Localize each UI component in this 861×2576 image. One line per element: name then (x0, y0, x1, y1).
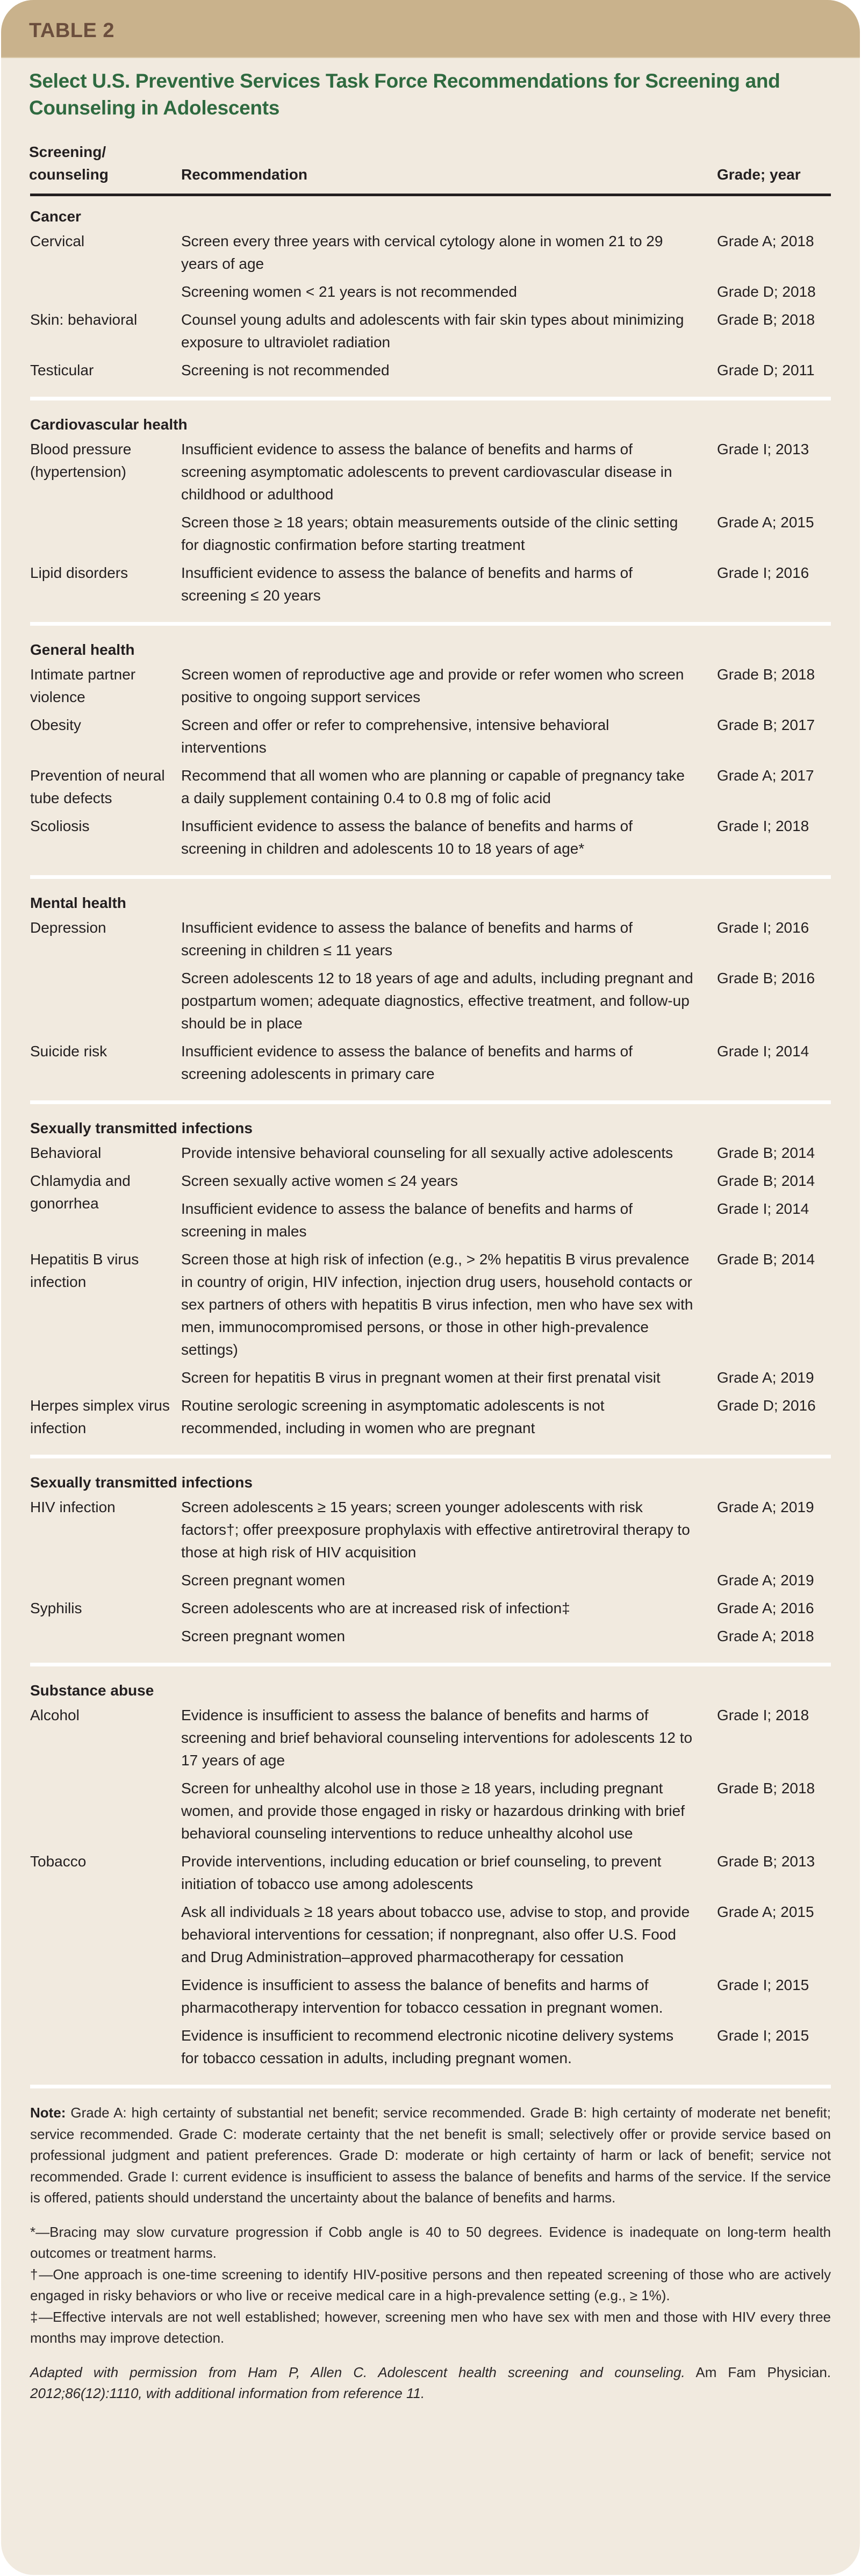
recommendation-text: Evidence is insufficient to assess the balance of benefits and harms of pharmacotherapy intervention for tobacco cessation in pregnant women. (181, 1977, 663, 2016)
recommendation-list (181, 714, 831, 759)
recommendation-list (181, 359, 831, 382)
section-title: Mental health (30, 895, 126, 911)
recommendation-text: Screen those ≥ 18 years; obtain measurements outside of the clinic setting for diagnostic confirmation before starting treatment (181, 514, 678, 553)
recommendation-item (181, 1850, 831, 1895)
recommendation-list (181, 663, 831, 709)
table-row (30, 230, 831, 303)
screening-topic: Scoliosis (30, 818, 90, 834)
recommendation-text: Routine serologic screening in asymptomatic adolescents is not recommended, including in women who are pregnant (181, 1397, 605, 1436)
recommendation-list (181, 230, 831, 303)
section-title: Substance abuse (30, 1682, 154, 1699)
table-row (30, 562, 831, 607)
recommendation-text: Provide interventions, including education or brief counseling, to prevent initiation of tobacco use among adolescents (181, 1853, 662, 1892)
recommendation-text: Screen sexually active women ≤ 24 years (181, 1172, 458, 1189)
table-panel (1, 0, 860, 2575)
recommendation-text: Screen adolescents ≥ 15 years; screen younger adolescents with risk factors†; offer preexposure prophylaxis with effective antiretroviral therapy to those at high risk of HIV acquisition (181, 1499, 690, 1561)
recommendation-item (181, 1901, 831, 1969)
table-row (30, 663, 831, 709)
screening-topic: Intimate partner violence (30, 666, 136, 705)
screening-topic: Obesity (30, 717, 81, 733)
recommendation-text: Insufficient evidence to assess the balance of benefits and harms of screening in males (181, 1200, 633, 1240)
section-title: Sexually transmitted infections (30, 1120, 253, 1136)
recommendation-item (181, 1198, 831, 1243)
recommendation-item (181, 1974, 831, 2019)
recommendation-list (181, 764, 831, 810)
recommendation-list (181, 562, 831, 607)
grade-year: Grade A; 2019 (717, 1572, 814, 1588)
recommendation-item (181, 917, 831, 962)
recommendation-item (181, 1569, 831, 1592)
recommendation-text: Screen adolescents 12 to 18 years of age and adults, including pregnant and postpartum women; adequate diagnostics, effective treatment, and follow-up should be in place (181, 970, 693, 1032)
table-row (30, 1170, 831, 1243)
table-section (30, 638, 831, 871)
recommendation-item (181, 663, 831, 709)
recommendation-text: Screening women < 21 years is not recommended (181, 283, 517, 300)
grade-year: Grade D; 2018 (717, 283, 816, 300)
footnote-dagger: †—One approach is one-time screening to identify HIV-positive persons and then repeated screening of those who are actively engaged in risky behaviors or who live or receive medical care in a high-prevalence setting (e.g., ≥ 1%). (30, 2266, 831, 2303)
screening-topic: Lipid disorders (30, 564, 128, 581)
screening-topic: Skin: behavioral (30, 311, 138, 328)
section-divider (30, 1100, 831, 1104)
column-header-grade: Grade; year (717, 166, 801, 183)
section-divider (30, 1663, 831, 1666)
grade-year: Grade I; 2013 (717, 441, 809, 457)
note-label: Note: (30, 2105, 66, 2121)
recommendation-list (181, 1142, 831, 1164)
recommendation-item (181, 1366, 831, 1389)
screening-topic: Herpes simplex virus infection (30, 1397, 170, 1436)
grade-year: Grade A; 2018 (717, 1628, 814, 1644)
grade-year: Grade B; 2018 (717, 1780, 815, 1797)
recommendation-text: Screen pregnant women (181, 1628, 346, 1644)
grade-year: Grade B; 2018 (717, 666, 815, 683)
recommendation-list (181, 1170, 831, 1243)
screening-topic: Tobacco (30, 1853, 87, 1870)
recommendation-item (181, 1496, 831, 1564)
recommendation-text: Screening is not recommended (181, 362, 390, 378)
recommendation-item (181, 1142, 831, 1164)
note-text: Grade A: high certainty of substantial net benefit; service recommended. Grade B: high certainty of moderate net benefit; service recommended. Grade C: moderate certainty that the net benefit is small; selectively offer or provide service based on professional judgment and patient preferences. Grade D: moderate or high certainty of harm or lack of benefit; service not recommended. Grade I: current evidence is insufficient to assess the balance of benefits and harms of the service. If the service is offered, patients should understand the uncertainty about the balance of benefits and harms. (30, 2105, 831, 2206)
screening-topic: Prevention of neural tube defects (30, 767, 165, 806)
source-italic-2: 2012;86(12):1110, with additional information from reference 11. (30, 2385, 425, 2401)
recommendation-list (181, 1704, 831, 1845)
table-row (30, 438, 831, 556)
grade-year: Grade A; 2019 (717, 1369, 814, 1386)
recommendation-item (181, 764, 831, 810)
screening-topic: Suicide risk (30, 1043, 107, 1060)
grade-year: Grade A; 2015 (717, 1904, 814, 1920)
grade-year: Grade D; 2011 (717, 362, 815, 378)
recommendation-list (181, 309, 831, 354)
table-section (30, 204, 831, 392)
recommendation-item (181, 281, 831, 303)
grade-year: Grade B; 2018 (717, 311, 815, 328)
grade-year: Grade B; 2014 (717, 1144, 815, 1161)
recommendation-text: Screen every three years with cervical cytology alone in women 21 to 29 years of age (181, 233, 663, 272)
table-section (30, 1678, 831, 2080)
grade-year: Grade B; 2014 (717, 1172, 815, 1189)
recommendation-text: Ask all individuals ≥ 18 years about tobacco use, advise to stop, and provide behavioral interventions for cessation; if nonpregnant, also offer U.S. Food and Drug Administration–approved pharmacotherapy for cessation (181, 1904, 690, 1965)
recommendation-item (181, 230, 831, 275)
screening-topic: Hepatitis B virus infection (30, 1251, 139, 1290)
section-title: Cardiovascular health (30, 416, 188, 433)
recommendation-item (181, 562, 831, 607)
screening-topic: Cervical (30, 233, 85, 249)
grade-year: Grade I; 2016 (717, 564, 809, 581)
section-divider (30, 2085, 831, 2088)
recommendation-text: Insufficient evidence to assess the balance of benefits and harms of screening adolescents in primary care (181, 1043, 633, 1082)
column-headers (29, 141, 831, 192)
recommendation-item (181, 1040, 831, 1085)
recommendation-item (181, 1248, 831, 1361)
grade-year: Grade I; 2018 (717, 1707, 809, 1723)
screening-topic: Alcohol (30, 1707, 80, 1723)
screening-topic: Chlamydia and gonorrhea (30, 1172, 131, 1212)
source-italic: Adapted with permission from Ham P, Allen C. Adolescent health screening and counseling. (30, 2364, 685, 2380)
screening-topic: Depression (30, 919, 106, 936)
recommendation-list (181, 1597, 831, 1648)
table-section (30, 891, 831, 1096)
table-row (30, 1597, 831, 1648)
recommendation-list (181, 1496, 831, 1592)
table-row (30, 815, 831, 860)
section-divider (30, 622, 831, 626)
section-title: Sexually transmitted infections (30, 1474, 253, 1491)
grade-year: Grade B; 2014 (717, 1251, 815, 1268)
section-title: General health (30, 641, 135, 658)
grade-year: Grade I; 2014 (717, 1200, 809, 1217)
recommendation-item (181, 1704, 831, 1772)
recommendation-text: Recommend that all women who are planning or capable of pregnancy take a daily supplement containing 0.4 to 0.8 mg of folic acid (181, 767, 685, 806)
recommendation-list (181, 1248, 831, 1389)
recommendation-text: Screen and offer or refer to comprehensive, intensive behavioral interventions (181, 717, 609, 756)
recommendation-item (181, 815, 831, 860)
grade-year: Grade I; 2018 (717, 818, 809, 834)
table-row (30, 764, 831, 810)
recommendation-text: Provide intensive behavioral counseling for all sexually active adolescents (181, 1144, 673, 1161)
recommendation-text: Screen women of reproductive age and provide or refer women who screen positive to ongoing support services (181, 666, 684, 705)
recommendation-text: Screen for hepatitis B virus in pregnant women at their first prenatal visit (181, 1369, 661, 1386)
grade-definitions-note (30, 2102, 831, 2209)
recommendation-text: Insufficient evidence to assess the balance of benefits and harms of screening in children and adolescents 10 to 18 years of age* (181, 818, 633, 857)
recommendation-item (181, 511, 831, 556)
recommendation-item (181, 1394, 831, 1440)
grade-year: Grade A; 2017 (717, 767, 814, 784)
recommendation-list (181, 815, 831, 860)
grade-year: Grade D; 2016 (717, 1397, 816, 1414)
table-title: Select U.S. Preventive Services Task Force Recommendations for Screening and Counseling in Adolescents (29, 70, 780, 119)
recommendation-item (181, 359, 831, 382)
table-section (30, 1470, 831, 1658)
section-divider (30, 875, 831, 879)
table-label-band (1, 0, 860, 58)
recommendation-item (181, 1777, 831, 1845)
screening-topic: Behavioral (30, 1144, 102, 1161)
table-row (30, 1850, 831, 2070)
section-title: Cancer (30, 208, 81, 225)
table-row (30, 309, 831, 354)
recommendation-list (181, 917, 831, 1035)
grade-year: Grade I; 2015 (717, 1977, 809, 1993)
recommendation-item (181, 967, 831, 1035)
column-header-recommendation: Recommendation (181, 166, 307, 183)
header-rule (30, 194, 831, 196)
footnote-double-dagger: ‡—Effective intervals are not well established; however, screening men who have sex with men and those with HIV every three months may improve detection. (30, 2308, 831, 2346)
screening-topic: Syphilis (30, 1600, 82, 1616)
grade-year: Grade A; 2019 (717, 1499, 814, 1515)
grade-year: Grade I; 2016 (717, 919, 809, 936)
section-divider (30, 397, 831, 400)
grade-year: Grade I; 2014 (717, 1043, 809, 1060)
table-body (30, 204, 831, 2100)
table-row (30, 1248, 831, 1389)
table-notes (30, 2102, 831, 2417)
recommendation-text: Insufficient evidence to assess the balance of benefits and harms of screening in children ≤ 11 years (181, 919, 633, 958)
recommendation-list (181, 1850, 831, 2070)
table-section (30, 1116, 831, 1450)
grade-year: Grade B; 2013 (717, 1853, 815, 1870)
recommendation-item (181, 1170, 831, 1192)
screening-topic: Testicular (30, 362, 94, 378)
recommendation-text: Insufficient evidence to assess the balance of benefits and harms of screening asymptomatic adolescents to prevent cardiovascular disease in childhood or adulthood (181, 441, 672, 503)
recommendation-list (181, 1040, 831, 1085)
recommendation-list (181, 438, 831, 556)
footnote-asterisk: *—Bracing may slow curvature progression if Cobb angle is 40 to 50 degrees. Evidence is inadequate on long-term health outcomes or treatment harms. (30, 2223, 831, 2261)
recommendation-text: Screen pregnant women (181, 1572, 346, 1588)
recommendation-text: Screen for unhealthy alcohol use in those ≥ 18 years, including pregnant women, and provide those engaged in risky or hazardous drinking with brief behavioral counseling interventions to reduce unhealthy alcohol use (181, 1780, 685, 1842)
table-row (30, 1394, 831, 1440)
grade-year: Grade A; 2015 (717, 514, 814, 531)
table-row (30, 1704, 831, 1845)
grade-year: Grade A; 2016 (717, 1600, 814, 1616)
table-row (30, 714, 831, 759)
table-row (30, 1142, 831, 1164)
column-header-screening: Screening/ counseling (29, 144, 109, 183)
table-row (30, 917, 831, 1035)
grade-year: Grade A; 2018 (717, 233, 814, 249)
grade-year: Grade B; 2016 (717, 970, 815, 986)
recommendation-text: Evidence is insufficient to recommend electronic nicotine delivery systems for tobacco cessation in adults, including pregnant women. (181, 2027, 674, 2066)
recommendation-list (181, 1394, 831, 1440)
table-section (30, 412, 831, 618)
recommendation-item (181, 309, 831, 354)
source-journal: Am Fam Physician. (685, 2364, 831, 2380)
screening-topic: HIV infection (30, 1499, 116, 1515)
table-row (30, 359, 831, 382)
recommendation-text: Insufficient evidence to assess the balance of benefits and harms of screening ≤ 20 years (181, 564, 633, 604)
recommendation-text: Screen adolescents who are at increased risk of infection‡ (181, 1600, 570, 1616)
source-citation (30, 2362, 831, 2405)
table-row (30, 1496, 831, 1592)
recommendation-item (181, 1597, 831, 1620)
recommendation-item (181, 438, 831, 506)
recommendation-item (181, 2024, 831, 2070)
recommendation-text: Evidence is insufficient to assess the balance of benefits and harms of screening and brief behavioral counseling interventions for adolescents 12 to 17 years of age (181, 1707, 693, 1769)
recommendation-item (181, 714, 831, 759)
recommendation-text: Counsel young adults and adolescents with fair skin types about minimizing exposure to ultraviolet radiation (181, 311, 684, 350)
section-divider (30, 1455, 831, 1458)
screening-topic: Blood pressure (hypertension) (30, 441, 132, 480)
grade-year: Grade B; 2017 (717, 717, 815, 733)
table-label: TABLE 2 (29, 19, 115, 42)
recommendation-text: Screen those at high risk of infection (e.g., > 2% hepatitis B virus prevalence in country of origin, HIV infection, injection drug users, household contacts or sex partners of others with hepatitis B virus infection, men who have sex with men, immunocompromised persons, or those in other high-prevalence settings) (181, 1251, 693, 1358)
recommendation-item (181, 1625, 831, 1648)
table-row (30, 1040, 831, 1085)
grade-year: Grade I; 2015 (717, 2027, 809, 2044)
